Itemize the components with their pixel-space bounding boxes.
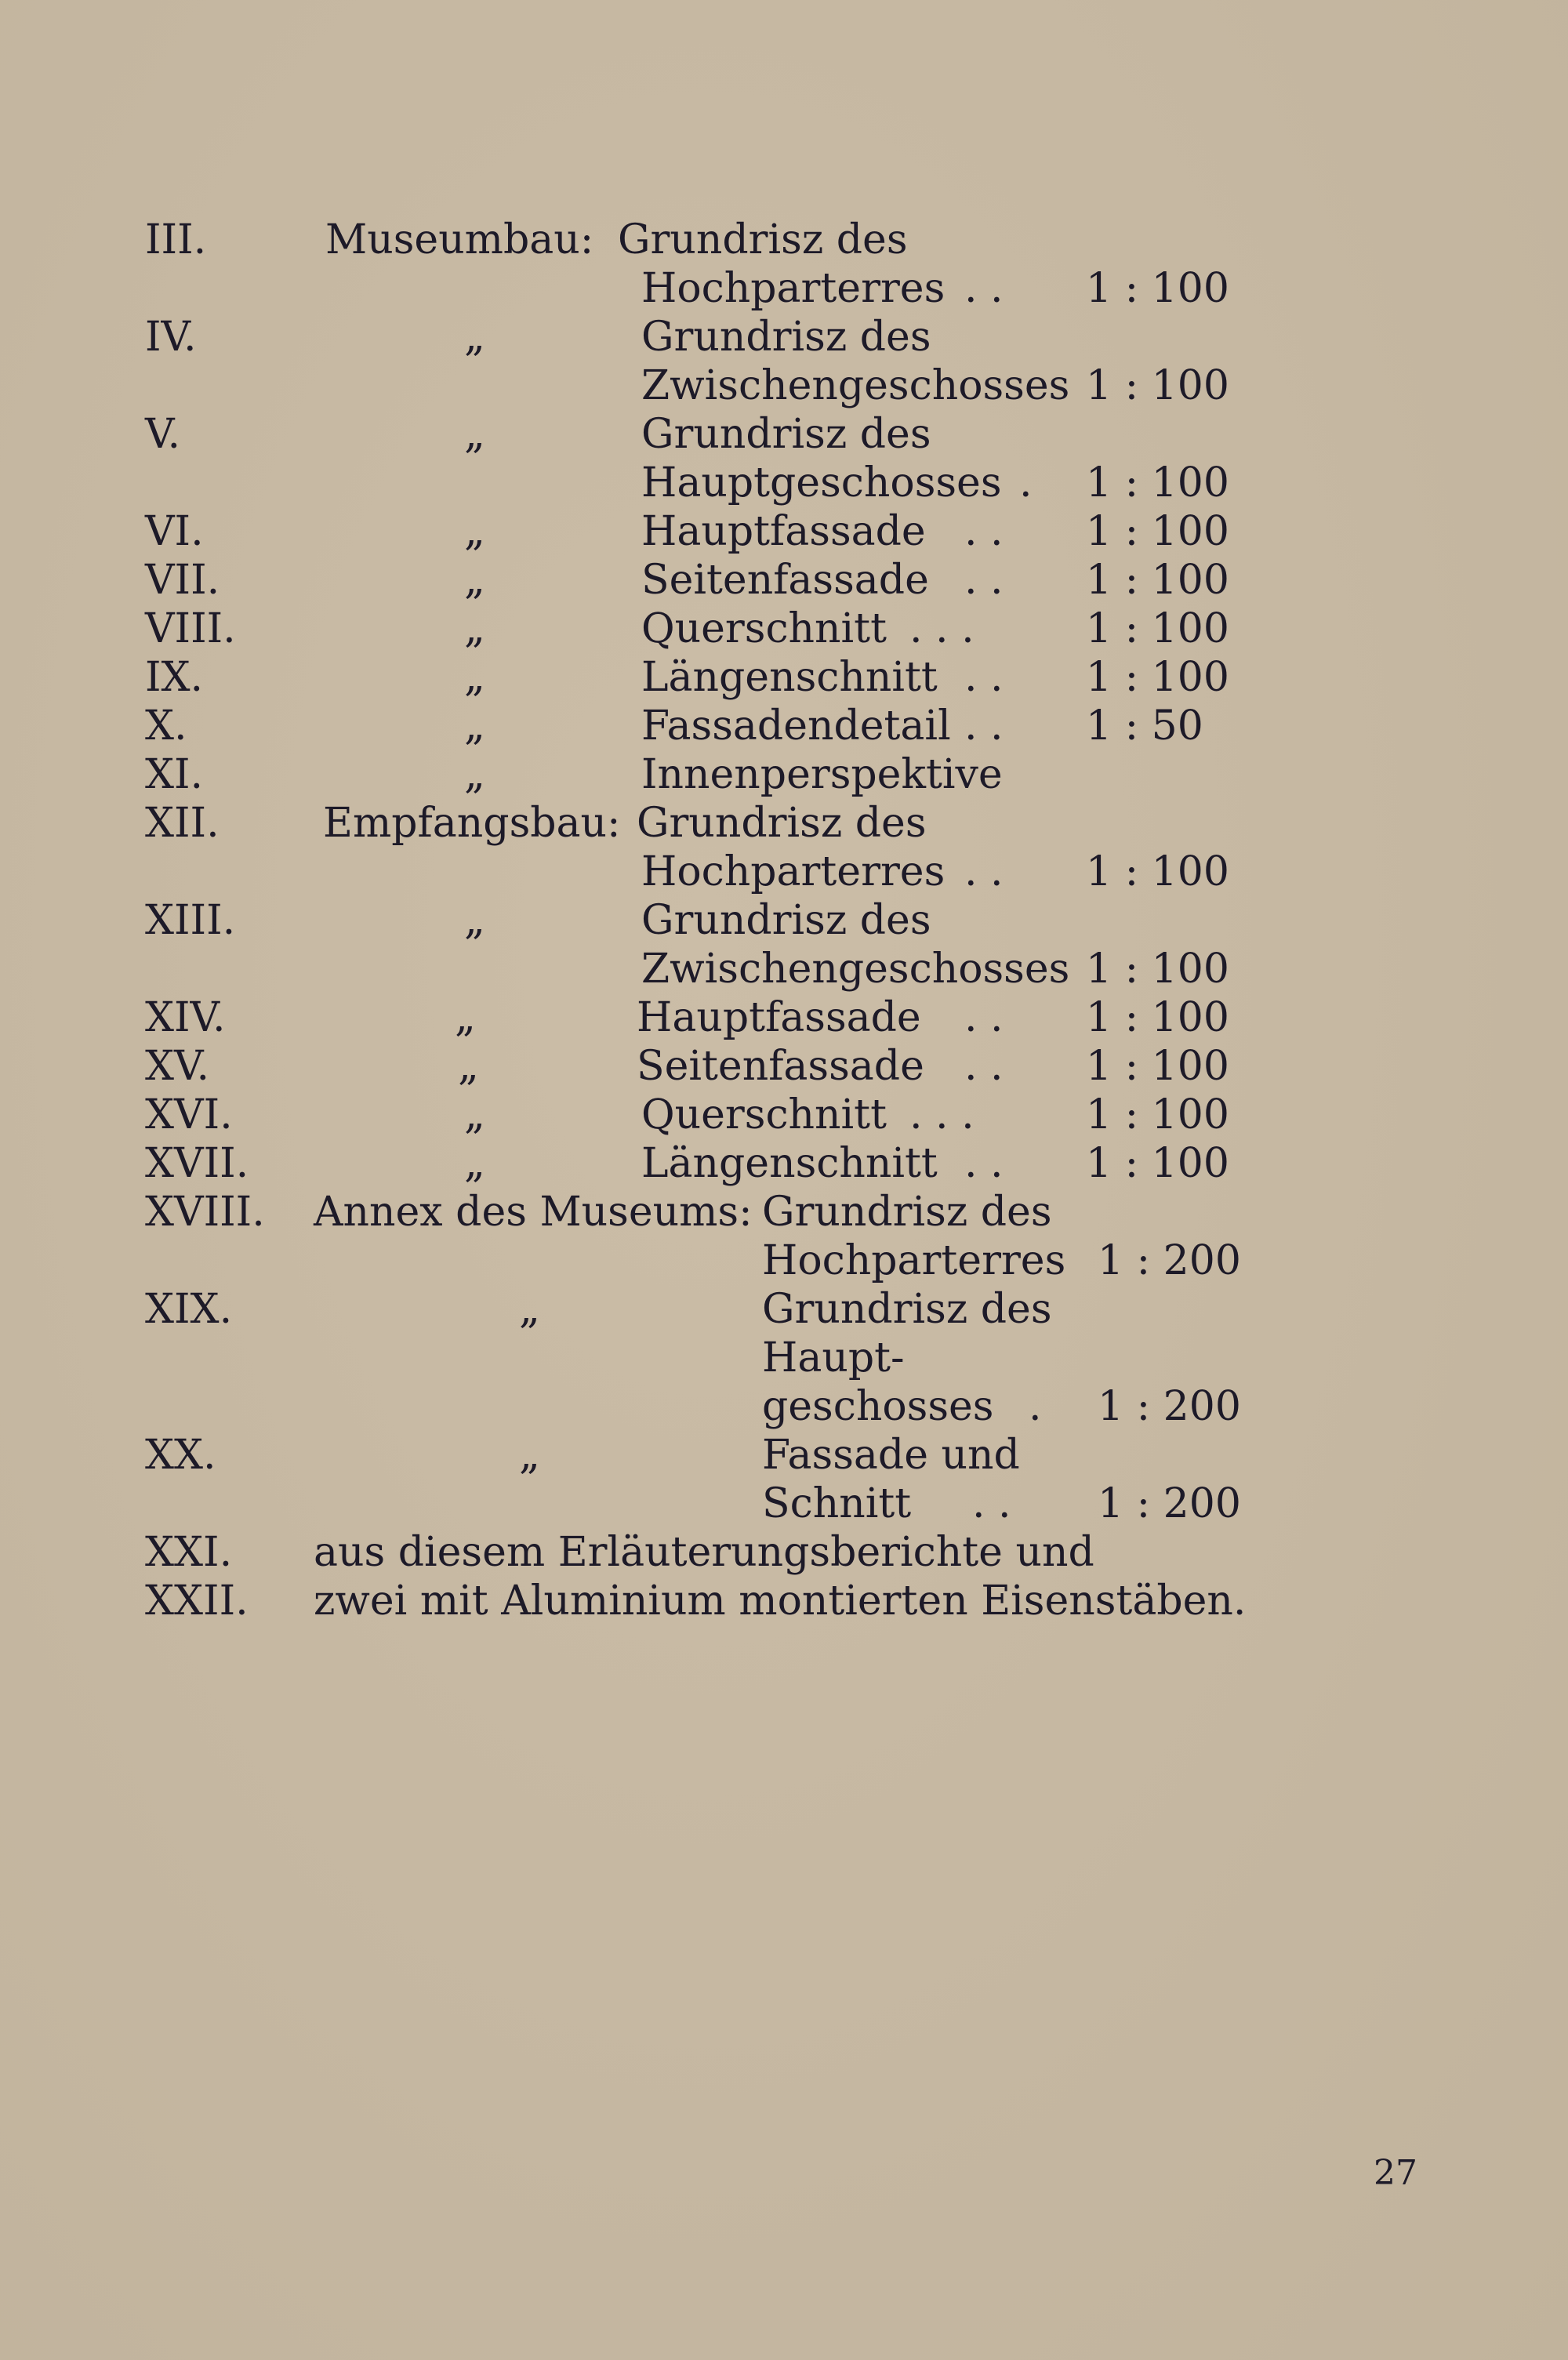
section-label: Annex des Museums:: [314, 1189, 753, 1236]
entry-number: XVI.: [145, 1091, 233, 1138]
leader-dots: . . .: [909, 1091, 975, 1138]
ditto-mark: „: [464, 654, 485, 701]
section-label: Museumbau:: [325, 216, 594, 263]
entry-title: Grundrisz des: [637, 800, 927, 847]
entry-number: VII.: [145, 557, 220, 604]
scale-value: 1 : 100: [1086, 1043, 1229, 1090]
leader-dots: . .: [964, 1140, 1004, 1187]
scale-value: 1 : 100: [1086, 1140, 1229, 1187]
ditto-mark: „: [464, 314, 485, 361]
entry-text: aus diesem Erläuterungsberichte und: [314, 1529, 1094, 1576]
entry-number: XII.: [145, 800, 220, 847]
entry-number: V.: [145, 411, 180, 458]
scale-value: 1 : 100: [1086, 654, 1229, 701]
leader-dots: .: [1029, 1383, 1042, 1430]
ditto-mark: „: [464, 557, 485, 604]
ditto-mark: „: [464, 897, 485, 944]
ditto-mark: „: [464, 1140, 485, 1187]
entry-title: Zwischengeschosses: [641, 362, 1070, 409]
entry-title: Haupt-: [762, 1334, 905, 1382]
entry-title: Innenperspektive: [641, 751, 1003, 798]
entry-title: Fassade und: [762, 1432, 1020, 1479]
entry-title: Schnitt: [762, 1480, 912, 1527]
ditto-mark: „: [464, 411, 485, 458]
leader-dots: . .: [964, 994, 1004, 1041]
entry-number: X.: [145, 703, 187, 750]
entry-number: XXI.: [145, 1529, 233, 1576]
entry-title: Grundrisz des: [641, 314, 931, 361]
entry-number: XIX.: [145, 1286, 233, 1333]
entry-title: Hochparterres: [641, 848, 946, 895]
ditto-mark: „: [519, 1286, 540, 1333]
leader-dots: . . .: [909, 605, 975, 652]
entry-title: Hauptgeschosses: [641, 459, 1002, 506]
entry-title: Grundrisz des: [762, 1286, 1052, 1333]
entry-title: geschosses: [762, 1383, 994, 1430]
entry-number: XX.: [145, 1432, 216, 1479]
entry-number: XVIII.: [145, 1189, 265, 1236]
entry-number: XVII.: [145, 1140, 249, 1187]
entry-number: VI.: [145, 508, 204, 555]
entry-number: IV.: [145, 314, 197, 361]
leader-dots: . .: [964, 265, 1004, 312]
leader-dots: . .: [964, 1043, 1004, 1090]
scale-value: 1 : 100: [1086, 362, 1229, 409]
scale-value: 1 : 200: [1098, 1237, 1241, 1284]
leader-dots: . .: [972, 1480, 1011, 1527]
ditto-mark: „: [458, 1043, 479, 1090]
entry-number: XIII.: [145, 897, 236, 944]
scale-value: 1 : 50: [1086, 703, 1203, 750]
entry-title: Hauptfassade: [641, 508, 926, 555]
entry-number: XV.: [145, 1043, 210, 1090]
scale-value: 1 : 100: [1086, 265, 1229, 312]
scale-value: 1 : 100: [1086, 994, 1229, 1041]
ditto-mark: „: [464, 508, 485, 555]
page-number: 27: [1374, 2153, 1417, 2193]
entry-title: Längenschnitt: [641, 1140, 938, 1187]
leader-dots: .: [1019, 459, 1033, 506]
ditto-mark: „: [464, 605, 485, 652]
ditto-mark: „: [519, 1432, 540, 1479]
scale-value: 1 : 100: [1086, 557, 1229, 604]
entry-title: Fassadendetail: [641, 703, 951, 750]
scale-value: 1 : 100: [1086, 946, 1229, 993]
ditto-mark: „: [464, 1091, 485, 1138]
scale-value: 1 : 100: [1086, 848, 1229, 895]
ditto-mark: „: [464, 703, 485, 750]
ditto-mark: „: [464, 751, 485, 798]
leader-dots: . .: [964, 557, 1004, 604]
entry-title: Seitenfassade: [641, 557, 929, 604]
entry-title: Grundrisz des: [618, 216, 908, 263]
entry-number: IX.: [145, 654, 204, 701]
scale-value: 1 : 100: [1086, 1091, 1229, 1138]
scale-value: 1 : 100: [1086, 459, 1229, 506]
entry-number: XXII.: [145, 1578, 249, 1625]
ditto-mark: „: [455, 994, 476, 1041]
entry-title: Grundrisz des: [641, 897, 931, 944]
entry-title: Hochparterres: [762, 1237, 1066, 1284]
leader-dots: . .: [964, 654, 1004, 701]
section-label: Empfangsbau:: [323, 800, 621, 847]
leader-dots: . .: [964, 508, 1004, 555]
entry-title: Hochparterres: [641, 265, 946, 312]
entry-title: Zwischengeschosses: [641, 946, 1070, 993]
entry-number: III.: [145, 216, 207, 263]
entry-title: Grundrisz des: [641, 411, 931, 458]
entry-title: Querschnitt: [641, 605, 887, 652]
leader-dots: . .: [964, 848, 1004, 895]
entry-title: Seitenfassade: [637, 1043, 924, 1090]
entry-number: VIII.: [145, 605, 236, 652]
scale-value: 1 : 200: [1098, 1383, 1241, 1430]
scale-value: 1 : 100: [1086, 508, 1229, 555]
entry-title: Längenschnitt: [641, 654, 938, 701]
entry-number: XIV.: [145, 994, 226, 1041]
entry-number: XI.: [145, 751, 204, 798]
scale-value: 1 : 200: [1098, 1480, 1241, 1527]
entry-title: Grundrisz des: [762, 1189, 1052, 1236]
entry-title: Hauptfassade: [637, 994, 921, 1041]
entry-text: zwei mit Aluminium montierten Eisenstäben.: [314, 1578, 1247, 1625]
leader-dots: . .: [964, 703, 1004, 750]
scale-value: 1 : 100: [1086, 605, 1229, 652]
entry-title: Querschnitt: [641, 1091, 887, 1138]
